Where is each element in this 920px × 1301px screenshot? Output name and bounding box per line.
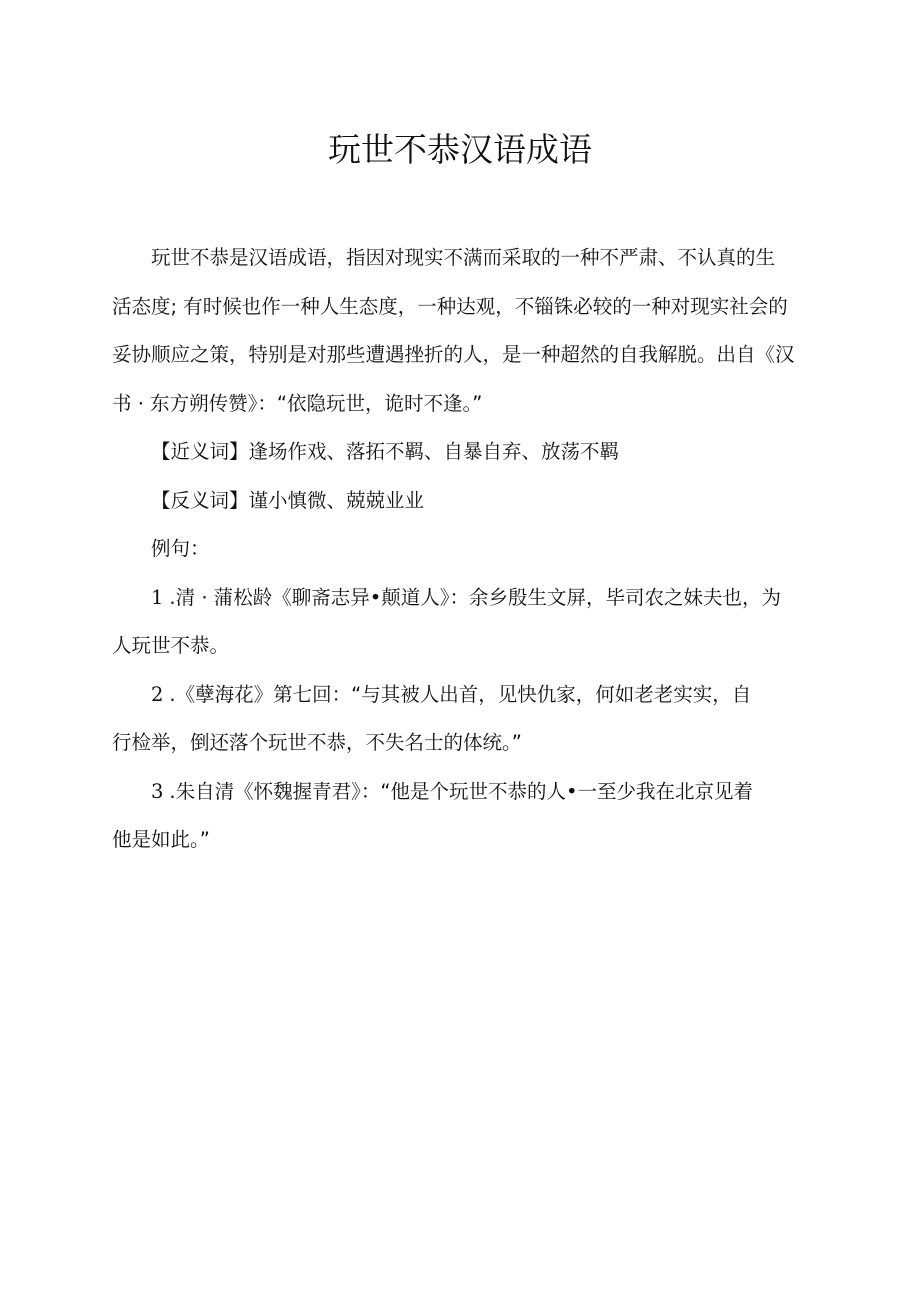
example-line <box>112 574 808 623</box>
example-number: 1 <box>151 585 164 609</box>
document-body <box>112 234 808 865</box>
intro-line: 活态度; 有时候也作一种人生态度，一种达观，不锱铢必较的一种对现实社会的 <box>112 294 788 318</box>
antonyms-line: 【反义词】谨小慎微、兢兢业业 <box>151 488 425 512</box>
example-number: 3 <box>151 779 164 803</box>
synonyms-line: 【近义词】逢场作戏、落拓不羁、自暴自弃、放荡不羁 <box>151 440 620 463</box>
example-text: .《孽海花》第七回：“与其被人出首，见快仇家，何如老老实实，自 <box>169 682 752 706</box>
intro-line: 书 · 东方朔传赞》：“依隐玩世，诡时不逢。” <box>112 391 483 415</box>
example-item <box>112 671 808 768</box>
example-item <box>112 768 808 865</box>
example-line: 行检举，倒还落个玩世不恭，不失名士的体统。” <box>112 731 522 754</box>
example-line <box>112 768 808 817</box>
example-line <box>112 671 808 720</box>
example-line: 人玩世不恭。 <box>112 634 230 657</box>
example-text: .清 · 蒲松龄《聊斋志异•颠道人》：余乡殷生文屏，毕司农之妹夫也，为 <box>169 585 781 609</box>
example-line: 他是如此。” <box>112 828 210 851</box>
document-title: 玩世不恭汉语成语 <box>328 130 592 169</box>
intro-paragraph <box>112 234 808 428</box>
example-number: 2 <box>151 682 164 706</box>
intro-line: 妥协顺应之策，特别是对那些遭遇挫折的人，是一种超然的自我解脱。出自《汉 <box>112 343 795 366</box>
examples-heading: 例句： <box>151 537 210 560</box>
example-text: .朱自清《怀魏握青君》：“他是个玩世不恭的人•一至少我在北京见着 <box>169 779 753 803</box>
intro-line: 玩世不恭是汉语成语，指因对现实不满而采取的一种不严肃、不认真的生 <box>151 246 776 269</box>
example-item <box>112 574 808 671</box>
